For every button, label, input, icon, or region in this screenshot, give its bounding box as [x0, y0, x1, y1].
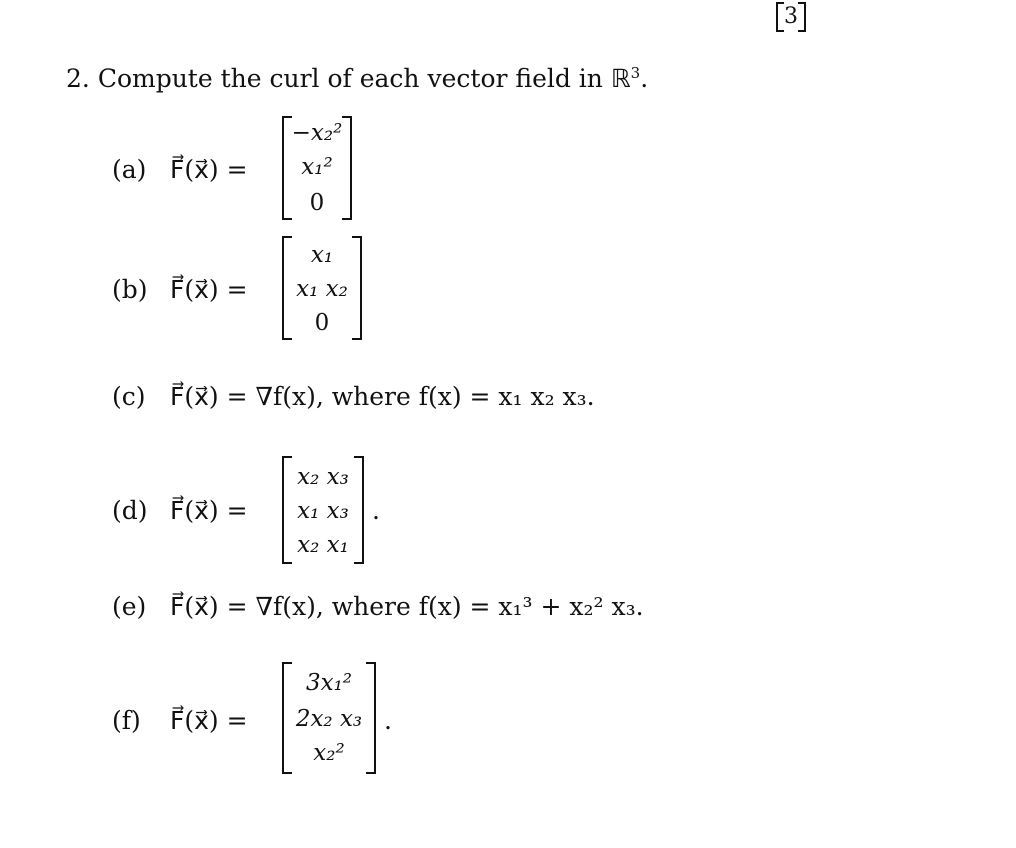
- part-a-matrix: [282, 116, 352, 220]
- part-a-entry-2: x₁²: [301, 154, 333, 180]
- part-f-entry-2: 2x₂ x₃: [295, 706, 363, 732]
- part-a-label: (a): [112, 155, 147, 184]
- part-b-label: (b): [112, 275, 148, 304]
- part-b-lhs: F⃗(x⃗) =: [170, 275, 248, 304]
- part-d-label: (d): [112, 496, 148, 525]
- problem-statement: Compute the curl of each vector field in: [97, 64, 603, 93]
- part-d-entry-3: x₂ x₁: [297, 532, 349, 558]
- part-f-entry-3: x₂²: [313, 740, 345, 766]
- part-c-statement: F⃗(x⃗) = ∇f(x), where f(x) = x₁ x₂ x₃.: [170, 382, 595, 411]
- part-b-entry-3: 0: [314, 310, 330, 336]
- part-f-entry-1: 3x₁²: [305, 670, 353, 696]
- part-b-entry-1: x₁: [310, 242, 334, 268]
- part-e-label: (e): [112, 592, 147, 621]
- part-a-entry-1: −x₂²: [291, 120, 343, 146]
- part-d-entry-1: x₂ x₃: [297, 464, 349, 490]
- part-d-matrix: [282, 456, 364, 564]
- part-a-lhs: F⃗(x⃗) =: [170, 155, 248, 184]
- part-d-punct: .: [372, 496, 380, 525]
- part-d-lhs: F⃗(x⃗) =: [170, 496, 248, 525]
- part-f-lhs: F⃗(x⃗) =: [170, 706, 248, 735]
- part-b-entry-2: x₁ x₂: [296, 276, 348, 302]
- part-c-label: (c): [112, 382, 146, 411]
- part-f-punct: .: [384, 706, 392, 735]
- real-space-symbol: ℝ: [610, 64, 631, 93]
- part-f-label: (f): [112, 706, 141, 735]
- part-e-statement: F⃗(x⃗) = ∇f(x), where f(x) = x₁³ + x₂² x₃.: [170, 592, 644, 621]
- part-f-matrix: [282, 662, 376, 774]
- problem-number: 2.: [66, 64, 90, 93]
- page-number: 3: [776, 2, 806, 32]
- space-dimension: 3: [630, 64, 641, 82]
- problem-heading: 2. Compute the curl of each vector field in ℝ$^3$.: [66, 64, 649, 93]
- part-b-matrix: [282, 236, 362, 340]
- part-d-entry-2: x₁ x₃: [297, 498, 349, 524]
- part-a-entry-3: 0: [309, 190, 325, 216]
